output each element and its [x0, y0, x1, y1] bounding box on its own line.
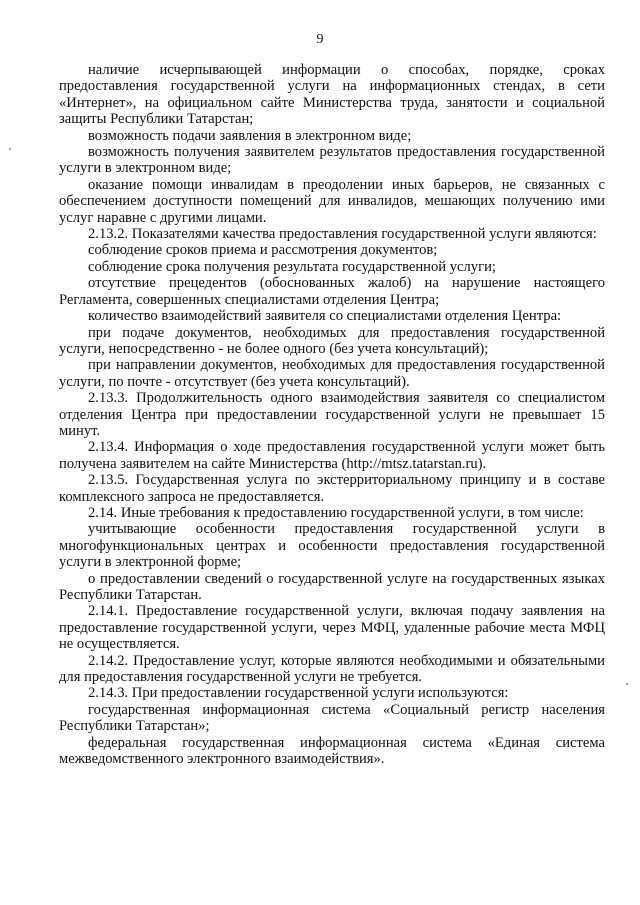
paragraph: соблюдение сроков приема и рассмотрения документов; [88, 242, 438, 259]
paragraph: 2.13.2. Показателями качества предоставления государственной услуги являются: [88, 226, 597, 243]
paragraph: количество взаимодействий заявителя со специалистами отделения Центра: [88, 308, 562, 325]
paragraph: 2.14.3. При предоставлении государственной услуги используются: [88, 685, 509, 702]
paragraph: возможность подачи заявления в электронном виде; [88, 127, 412, 144]
paragraph: 2.14.2. Предоставление услуг, которые являются необходимыми и обязательными для предоставления государственной услуги не требуется. [59, 652, 605, 686]
paragraph: отсутствие прецедентов (обоснованных жалоб) на нарушение настоящего Регламента, совершенных специалистами отделения Центра; [59, 275, 605, 308]
paragraph: 2.13.5. Государственная услуга по экстерриториальному принципу и в составе комплексного запроса не предоставляется. [59, 472, 605, 505]
paragraph: наличие исчерпывающей информации о способах, порядке, сроках предоставления государственной услуги на информационных стендах, в сети «Интернет», на официальном сайте Министерства труда, занятости и социальной защиты Республики Татарстан; [59, 62, 605, 128]
paragraph: федеральная государственная информационная система «Единая система межведомственного электронного взаимодействия». [59, 734, 605, 768]
paragraph: соблюдение срока получения результата государственной услуги; [88, 258, 496, 275]
paragraph: 2.13.3. Продолжительность одного взаимодействия заявителя со специалистом отделения Центра при предоставлении государственной услуги не превышает 15 минут. [59, 390, 605, 439]
paragraph: 2.14.1. Предоставление государственной услуги, включая подачу заявления на предоставление государственной услуги, через МФЦ, удаленные рабочие места МФЦ не осуществляется. [59, 603, 605, 653]
paragraph: 2.14. Иные требования к предоставлению государственной услуги, в том числе: [88, 504, 584, 521]
paragraph: о предоставлении сведений о государственной услуге на государственных языках Республики Татарстан. [59, 570, 605, 603]
paragraph: 2.13.4. Информация о ходе предоставления государственной услуги может быть получена заявителем на сайте Министерства (http://mtsz.tatarstan.ru). [59, 439, 605, 472]
paragraph: оказание помощи инвалидам в преодолении иных барьеров, не связанных с обеспечением доступности помещений для инвалидов, мешающих получению ими услуг наравне с другими лицами. [59, 176, 605, 226]
paragraph: возможность получения заявителем результатов предоставления государственной услуги в электронном виде; [59, 144, 605, 177]
scan-speck [9, 148, 11, 150]
body-text [59, 62, 605, 767]
paragraph: при направлении документов, необходимых для предоставления государственной услуги, по почте - отсутствует (без учета консультаций). [59, 357, 605, 390]
paragraph: государственная информационная система «Социальный регистр населения Республики Татарстан»; [59, 701, 605, 735]
paragraph: при подаче документов, необходимых для предоставления государственной услуги, непосредственно - не более одного (без учета консультаций); [59, 324, 605, 357]
page-number: 9 [316, 32, 324, 47]
paragraph: учитывающие особенности предоставления государственной услуги в многофункциональных центрах и особенности предоставления государственной услуги в электронной форме; [59, 521, 605, 571]
scan-speck [626, 683, 628, 685]
